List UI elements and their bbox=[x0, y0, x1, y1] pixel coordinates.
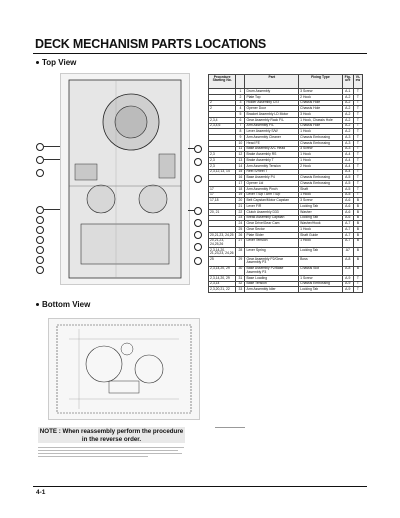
table-cell: Chassis Hole bbox=[299, 100, 343, 106]
column-header: Fixing Type bbox=[299, 75, 343, 89]
table-cell: 2,3 bbox=[209, 163, 236, 169]
table-cell: Lever Spring bbox=[245, 248, 299, 257]
table-footnote bbox=[215, 427, 255, 428]
table-cell: T bbox=[353, 175, 362, 181]
table-cell: 9 bbox=[236, 135, 245, 141]
table-cell: T bbox=[353, 192, 362, 198]
table-cell: 2 Hook bbox=[299, 94, 343, 100]
bullet-icon bbox=[36, 303, 39, 306]
table-cell: T bbox=[353, 158, 362, 164]
table-cell: 2 Hook bbox=[299, 163, 343, 169]
table-cell: B bbox=[353, 227, 362, 233]
table-row bbox=[209, 266, 363, 275]
table-cell: Holder Assembly CST bbox=[245, 100, 299, 106]
table-cell: A-6 bbox=[342, 215, 353, 221]
table-cell: A-7 bbox=[342, 221, 353, 227]
table-cell: 22 bbox=[236, 209, 245, 215]
table-cell: Gear Assembly Rack F/L bbox=[245, 117, 299, 123]
note-line bbox=[38, 453, 182, 454]
table-cell: B bbox=[353, 198, 362, 204]
table-cell: 2,3,14,20, 21,23,23, 24,26 bbox=[209, 248, 236, 257]
callout-marker bbox=[194, 257, 202, 265]
table-cell: 2,3,14,20, 29 bbox=[209, 275, 236, 281]
table-cell: Shaft bbox=[299, 186, 343, 192]
table-cell: 18 bbox=[236, 186, 245, 192]
table-cell: A-4 bbox=[342, 152, 353, 158]
leader-line bbox=[188, 148, 194, 149]
table-cell: B bbox=[353, 248, 362, 257]
table-cell: T bbox=[353, 181, 362, 187]
table-cell: A-3 bbox=[342, 146, 353, 152]
table-cell: 2,3,12,13, 14 bbox=[209, 169, 236, 175]
table-cell: Opener Lid bbox=[245, 181, 299, 187]
table-cell: B bbox=[353, 257, 362, 266]
table-cell: A-5 bbox=[342, 186, 353, 192]
table-row bbox=[209, 287, 363, 293]
table-cell: B bbox=[353, 238, 362, 247]
callout-marker bbox=[36, 246, 44, 254]
table-cell: A-3 bbox=[342, 135, 353, 141]
table-cell: 15 bbox=[236, 169, 245, 175]
table-cell: Locking Tab bbox=[299, 215, 343, 221]
table-cell: 17 bbox=[209, 186, 236, 192]
table-cell: 2 bbox=[209, 106, 236, 112]
table-cell: 1 Hook bbox=[299, 192, 343, 198]
table-cell: A-2 bbox=[342, 100, 353, 106]
table-cell: Chassis Hole bbox=[299, 106, 343, 112]
table-cell: Brake Assembly T bbox=[245, 158, 299, 164]
table-cell: 5 bbox=[236, 112, 245, 118]
table-cell: T bbox=[353, 123, 362, 129]
top-view-drawing bbox=[61, 74, 189, 284]
table-cell: A-5 bbox=[342, 175, 353, 181]
note-body bbox=[38, 447, 188, 457]
top-view-diagram bbox=[60, 73, 190, 285]
table-cell: Plate Slider bbox=[245, 232, 299, 238]
column-header: Vi-ew bbox=[353, 75, 362, 89]
callout-marker bbox=[194, 158, 202, 166]
table-cell: A-8 bbox=[342, 266, 353, 275]
column-header: Part bbox=[245, 75, 299, 89]
table-cell: T bbox=[353, 106, 362, 112]
table-cell: 10 bbox=[236, 140, 245, 146]
table-cell: 33 bbox=[236, 287, 245, 293]
table-cell: Chassis Embossing bbox=[299, 281, 343, 287]
table-cell: Washer bbox=[299, 209, 343, 215]
table-cell: A-7 bbox=[342, 232, 353, 238]
table-cell: A-7 bbox=[342, 227, 353, 233]
table-cell: Lever Assembly S/W bbox=[245, 129, 299, 135]
title-divider bbox=[33, 53, 367, 54]
table-cell: 13 bbox=[236, 158, 245, 164]
table-row bbox=[209, 248, 363, 257]
table-cell: 8 bbox=[236, 129, 245, 135]
note-line bbox=[38, 450, 178, 451]
column-header: Fig-ure bbox=[342, 75, 353, 89]
bottom-view-drawing bbox=[49, 319, 199, 419]
table-cell: 20 bbox=[236, 198, 245, 204]
table-body bbox=[209, 89, 363, 293]
table-cell: Chassis Hole bbox=[299, 123, 343, 129]
table-cell: Washer/Hook bbox=[299, 221, 343, 227]
table-cell: 2,3,4 bbox=[209, 117, 236, 123]
table-cell: 2,3 bbox=[209, 158, 236, 164]
table-cell: Gear Assembly P2/Gear Assembly P3 bbox=[245, 257, 299, 266]
table-cell: T bbox=[353, 152, 362, 158]
leader-line bbox=[188, 210, 194, 211]
table-cell: 17 bbox=[236, 181, 245, 187]
table-cell: 4 bbox=[236, 106, 245, 112]
table-cell: 20, 21 bbox=[209, 209, 236, 215]
table-cell: Arm Assembly F/L bbox=[245, 123, 299, 129]
table-cell: T bbox=[353, 186, 362, 192]
table-cell: 2,3,4,6 bbox=[209, 123, 236, 129]
table-cell: 24 bbox=[236, 221, 245, 227]
note-line bbox=[38, 447, 184, 448]
table-cell: B bbox=[353, 221, 362, 227]
table-cell: A7 bbox=[342, 248, 353, 257]
table-cell: Plate Top bbox=[245, 94, 299, 100]
page-title: DECK MECHANISM PARTS LOCATIONS bbox=[35, 37, 267, 51]
table-cell: Chassis Slot bbox=[299, 266, 343, 275]
table-cell: Belt Capstan/Motor Capstan bbox=[245, 198, 299, 204]
table-cell: Opener Door bbox=[245, 106, 299, 112]
table-cell: 1 Hook bbox=[299, 129, 343, 135]
top-view-heading bbox=[36, 58, 76, 67]
callout-marker bbox=[194, 145, 202, 153]
table-cell: 14 bbox=[236, 163, 245, 169]
table-cell: 1 Hook bbox=[299, 158, 343, 164]
callout-marker bbox=[36, 143, 44, 151]
table-cell: Chassis Embossing bbox=[299, 175, 343, 181]
table-cell: 20,21,23, 24,25,26 bbox=[209, 238, 236, 247]
footer-divider bbox=[33, 486, 367, 487]
table-cell: 1 bbox=[236, 89, 245, 95]
table-cell: 1 Hook bbox=[299, 152, 343, 158]
table-cell: 1 Hook bbox=[299, 238, 343, 247]
table-cell: 3 bbox=[236, 100, 245, 106]
table-cell: 2,3,20,21, 22 bbox=[209, 287, 236, 293]
bottom-view-heading bbox=[36, 300, 90, 309]
table-cell: 27 bbox=[236, 238, 245, 247]
table-cell: Boss bbox=[299, 257, 343, 266]
table-cell: 1 Screw bbox=[299, 275, 343, 281]
table-cell: Chassis Embossing bbox=[299, 181, 343, 187]
table-cell: Chassis Embossing bbox=[299, 135, 343, 141]
table-cell: A-1 bbox=[342, 89, 353, 95]
table-cell: A-2 bbox=[342, 106, 353, 112]
table-cell: A-2 bbox=[342, 117, 353, 123]
table-cell: Clutch Assembly D33 bbox=[245, 209, 299, 215]
table-cell: T bbox=[353, 275, 362, 281]
page-number: 4-1 bbox=[36, 489, 46, 496]
table-cell: B bbox=[353, 209, 362, 215]
column-header bbox=[236, 75, 245, 89]
note-line bbox=[38, 456, 148, 457]
callout-marker bbox=[194, 207, 202, 215]
table-cell: 2,3,14,20, 29 bbox=[209, 266, 236, 275]
table-cell: Base Assembly P4 bbox=[245, 175, 299, 181]
table-cell: A-4 bbox=[342, 169, 353, 175]
table-cell: A-9 bbox=[342, 281, 353, 287]
table-cell: Bracket Assembly LD Motor bbox=[245, 112, 299, 118]
table-cell: Shaft Guide bbox=[299, 232, 343, 238]
table-cell: B bbox=[353, 204, 362, 210]
table-cell: Head FE bbox=[245, 140, 299, 146]
table-cell: 30 bbox=[236, 266, 245, 275]
footnote-divider bbox=[215, 427, 245, 428]
table-cell: Base Assembly A/C Head bbox=[245, 146, 299, 152]
leader-line bbox=[43, 159, 60, 160]
callout-marker bbox=[194, 175, 202, 183]
table-cell: Base Tension bbox=[245, 281, 299, 287]
table-cell: Locking Tab bbox=[299, 204, 343, 210]
table-cell: A-9 bbox=[342, 287, 353, 293]
table-cell: A-8 bbox=[342, 257, 353, 266]
table-cell: Arm Assembly Tension bbox=[245, 163, 299, 169]
callout-marker bbox=[36, 256, 44, 264]
table-cell: Gear Drive/Gear Cam bbox=[245, 221, 299, 227]
bottom-view-diagram bbox=[48, 318, 200, 420]
table-cell: 3 Hook bbox=[299, 112, 343, 118]
callout-marker bbox=[36, 216, 44, 224]
table-cell: 17,18 bbox=[209, 198, 236, 204]
table-cell: A-7 bbox=[342, 238, 353, 247]
table-cell: Chassis Embossing bbox=[299, 140, 343, 146]
table-cell: B bbox=[353, 215, 362, 221]
table-cell: T bbox=[353, 135, 362, 141]
table-cell: 31 bbox=[236, 275, 245, 281]
column-header: Procedure Starting No. bbox=[209, 75, 236, 89]
table-cell: 1 Hook bbox=[299, 227, 343, 233]
table-cell: T bbox=[353, 112, 362, 118]
table-cell: Drum Assembly bbox=[245, 89, 299, 95]
table-cell: 2 bbox=[236, 94, 245, 100]
table-cell: Arm Assembly Pinch bbox=[245, 186, 299, 192]
table-cell: A-6 bbox=[342, 198, 353, 204]
table-cell: 21 bbox=[236, 204, 245, 210]
table-cell: B bbox=[353, 266, 362, 275]
table-cell: Base Loading bbox=[245, 275, 299, 281]
bullet-icon bbox=[36, 61, 39, 64]
table-cell: T bbox=[353, 129, 362, 135]
table-cell: Brake Assembly RS bbox=[245, 152, 299, 158]
table-cell: A-2 bbox=[342, 94, 353, 100]
table-cell: A-2 bbox=[342, 123, 353, 129]
table-cell: Lever Tension bbox=[245, 238, 299, 247]
table-cell: Arm Assembly Idler bbox=[245, 287, 299, 293]
parts-table bbox=[208, 74, 363, 293]
table-cell: A-6 bbox=[342, 209, 353, 215]
top-view-label: Top View bbox=[42, 58, 77, 67]
table-cell: 29 bbox=[236, 257, 245, 266]
table-cell: Lever F/R bbox=[245, 204, 299, 210]
table-cell: T bbox=[353, 100, 362, 106]
leader-line bbox=[43, 209, 60, 210]
table-cell: Arm Assembly Cleaner bbox=[245, 135, 299, 141]
table-cell: 2,3,14 bbox=[209, 281, 236, 287]
table-cell: A-2 bbox=[342, 112, 353, 118]
table-cell: 16 bbox=[236, 175, 245, 181]
table-cell: 3 Screw bbox=[299, 146, 343, 152]
table-cell: 7 bbox=[236, 123, 245, 129]
table-cell: Locking Tab bbox=[299, 287, 343, 293]
callout-marker bbox=[36, 236, 44, 244]
table-cell: 2 bbox=[209, 100, 236, 106]
table-cell: T bbox=[353, 140, 362, 146]
table-cell: Break Assembly Capstan bbox=[245, 215, 299, 221]
table-cell: T bbox=[353, 287, 362, 293]
table-cell: A-2 bbox=[342, 129, 353, 135]
table-cell: T bbox=[353, 146, 362, 152]
table-cell: T bbox=[353, 163, 362, 169]
table-cell: 3 Screw bbox=[299, 198, 343, 204]
reassembly-note: NOTE : When reassembly perform the procedure in the reverse order. bbox=[39, 428, 184, 443]
table-cell: A-4 bbox=[342, 158, 353, 164]
callout-marker bbox=[36, 226, 44, 234]
table-cell: A-3 bbox=[342, 140, 353, 146]
table-cell: 25 bbox=[209, 257, 236, 266]
table-cell: 20,21,23, 24,25 bbox=[209, 232, 236, 238]
callout-marker bbox=[194, 219, 202, 227]
table-cell: A-5 bbox=[342, 192, 353, 198]
table-cell: 1 Hook, Chassis Hole bbox=[299, 117, 343, 123]
table-row bbox=[209, 238, 363, 247]
callout-marker bbox=[36, 156, 44, 164]
table-cell: A-9 bbox=[342, 275, 353, 281]
table-cell: T bbox=[353, 281, 362, 287]
bottom-view-label: Bottom View bbox=[42, 300, 91, 309]
table-cell: B bbox=[353, 232, 362, 238]
table-cell: 3 Screw bbox=[299, 89, 343, 95]
table-cell: Locking Tab bbox=[299, 248, 343, 257]
leader-line bbox=[43, 146, 60, 147]
table-cell: T bbox=[353, 89, 362, 95]
table-cell: Lever T/Up / Arm T/Up bbox=[245, 192, 299, 198]
table-cell: T bbox=[353, 169, 362, 175]
callout-marker bbox=[36, 169, 44, 177]
table-cell: T bbox=[353, 117, 362, 123]
table-cell: 12 bbox=[236, 152, 245, 158]
table-cell: 28 bbox=[236, 248, 245, 257]
table-cell: 25 bbox=[236, 227, 245, 233]
table-cell: A-6 bbox=[342, 204, 353, 210]
table-cell: 17 bbox=[209, 192, 236, 198]
table-cell: 11 bbox=[236, 146, 245, 152]
callout-marker bbox=[194, 231, 202, 239]
table-cell: 26 bbox=[236, 232, 245, 238]
callout-marker bbox=[36, 206, 44, 214]
table-cell: A-5 bbox=[342, 181, 353, 187]
table-cell: 19 bbox=[236, 192, 245, 198]
table-cell: A-4 bbox=[342, 163, 353, 169]
callout-marker bbox=[194, 243, 202, 251]
table-header-row bbox=[209, 75, 363, 89]
callout-marker bbox=[36, 266, 44, 274]
table-cell: 23 bbox=[236, 215, 245, 221]
table-cell: 6 bbox=[236, 117, 245, 123]
table-row bbox=[209, 257, 363, 266]
table-cell: 32 bbox=[236, 281, 245, 287]
table-cell: 2,3 bbox=[209, 152, 236, 158]
table-cell: Base Assembly P2/Base Assembly P3 bbox=[245, 266, 299, 275]
table-cell: T bbox=[353, 94, 362, 100]
table-cell: Gear Sector bbox=[245, 227, 299, 233]
table-cell: Reel S/Reel T bbox=[245, 169, 299, 175]
